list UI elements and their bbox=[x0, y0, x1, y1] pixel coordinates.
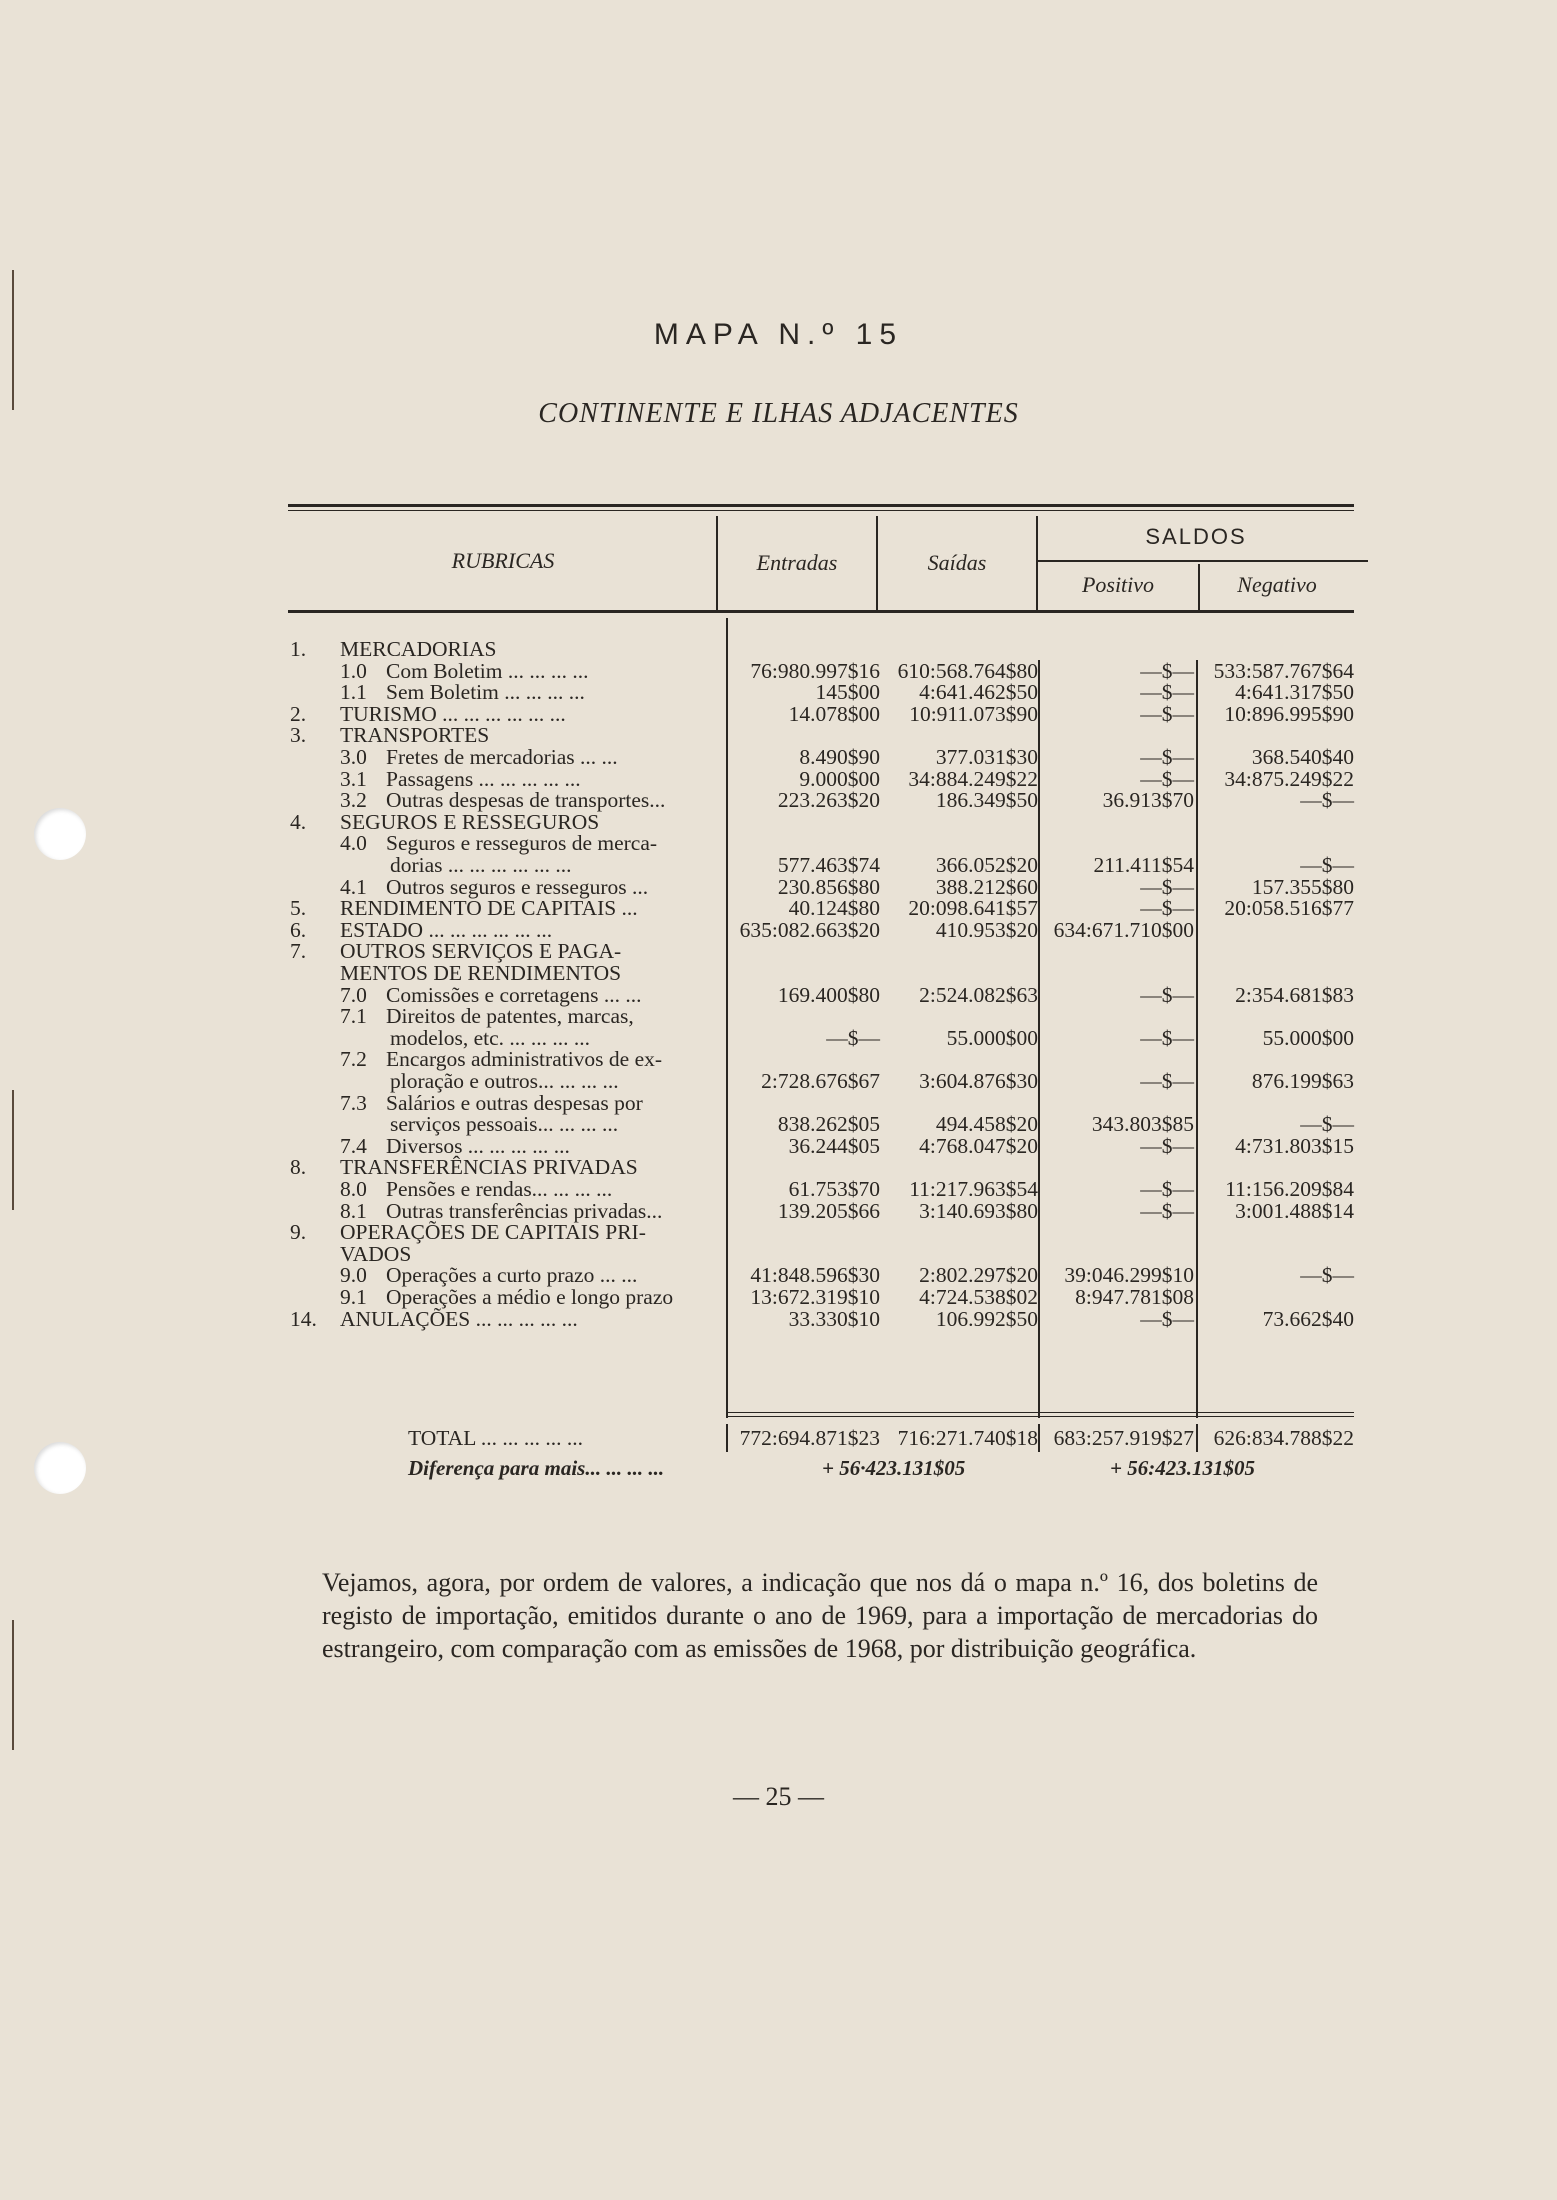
entradas-cell: 635:082.663$20 bbox=[739, 917, 880, 942]
total-positivo: 683:257.919$27 bbox=[1053, 1426, 1194, 1450]
entradas-cell: 40.124$80 bbox=[788, 896, 880, 921]
negativo-cell: —$— bbox=[1300, 853, 1354, 877]
entradas-cell: 169.400$80 bbox=[777, 982, 880, 1007]
row-label-text: Comissões e corretagens ... ... bbox=[386, 982, 642, 1007]
positivo-cell: 36.913$70 bbox=[1102, 788, 1194, 813]
positivo-cell: 39:046.299$10 bbox=[1064, 1263, 1194, 1288]
entradas-cell: 9.000$00 bbox=[799, 766, 880, 791]
table-row bbox=[0, 1112, 1557, 1136]
entradas-cell: 36.244$05 bbox=[788, 1133, 880, 1158]
positivo-cell: —$— bbox=[1140, 1306, 1194, 1331]
row-code: 8.1 bbox=[340, 1198, 367, 1223]
saidas-cell: 3:140.693$80 bbox=[919, 1198, 1038, 1223]
positivo-cell: —$— bbox=[1140, 982, 1194, 1007]
row-label bbox=[390, 1069, 770, 1093]
row-label-text: Outras transferências privadas... bbox=[386, 1198, 663, 1223]
saidas-cell: 366.052$20 bbox=[935, 853, 1038, 877]
table-row bbox=[0, 1307, 1557, 1331]
row-label-text: Passagens ... ... ... ... ... bbox=[386, 766, 581, 791]
row-label-text: TRANSFERÊNCIAS PRIVADAS bbox=[340, 1155, 638, 1180]
row-label bbox=[340, 939, 720, 963]
negativo-cell: 876.199$63 bbox=[1251, 1069, 1354, 1093]
row-label bbox=[340, 961, 720, 985]
row-code: 3.0 bbox=[340, 745, 367, 769]
entradas-cell: 61.753$70 bbox=[788, 1177, 880, 1201]
saidas-cell: 11:217.963$54 bbox=[909, 1177, 1038, 1201]
table-row bbox=[0, 680, 1557, 704]
negativo-cell: —$— bbox=[1300, 1112, 1354, 1137]
positivo-cell: 634:671.710$00 bbox=[1053, 917, 1194, 942]
row-label bbox=[340, 637, 720, 661]
total-negativo: 626:834.788$22 bbox=[1213, 1426, 1354, 1450]
row-label-text: Seguros e resseguros de merca- bbox=[386, 831, 658, 856]
table-row bbox=[0, 767, 1557, 791]
row-label-text: SEGUROS E RESSEGUROS bbox=[340, 809, 600, 834]
row-number: 5. bbox=[290, 896, 307, 921]
total-saidas: 716:271.740$18 bbox=[897, 1426, 1038, 1450]
saidas-cell: 388.212$60 bbox=[935, 874, 1038, 899]
row-label bbox=[340, 1155, 720, 1179]
row-label-text: Outros seguros e resseguros ... bbox=[386, 874, 649, 899]
negativo-cell: 20:058.516$77 bbox=[1224, 896, 1354, 921]
row-code: 7.0 bbox=[340, 982, 367, 1007]
saidas-cell: 610:568.764$80 bbox=[897, 658, 1038, 683]
entradas-cell: 139.205$66 bbox=[777, 1198, 880, 1223]
table-row bbox=[0, 939, 1557, 963]
table-row bbox=[0, 1263, 1557, 1287]
row-label bbox=[340, 810, 720, 834]
header-saidas: Saídas bbox=[927, 550, 987, 575]
header-positivo: Positivo bbox=[1081, 572, 1155, 597]
header-bottom-rule bbox=[288, 610, 1354, 613]
row-number: 1. bbox=[290, 637, 307, 661]
header-entradas: Entradas bbox=[756, 550, 838, 575]
saidas-cell: 377.031$30 bbox=[935, 745, 1038, 769]
negativo-cell: 4:731.803$15 bbox=[1235, 1133, 1354, 1158]
row-code: 9.0 bbox=[340, 1263, 367, 1288]
row-label-text: Pensões e rendas... ... ... ... bbox=[386, 1177, 613, 1201]
row-label-text: ESTADO ... ... ... ... ... ... bbox=[340, 917, 553, 942]
row-code: 7.2 bbox=[340, 1047, 367, 1072]
row-code: 9.1 bbox=[340, 1285, 367, 1309]
saidas-cell: 106.992$50 bbox=[935, 1306, 1038, 1331]
row-number: 14. bbox=[290, 1306, 317, 1331]
row-label bbox=[340, 702, 720, 726]
positivo-cell: —$— bbox=[1140, 1177, 1194, 1201]
table-row bbox=[0, 1004, 1557, 1028]
table-row bbox=[0, 983, 1557, 1007]
entradas-cell: 577.463$74 bbox=[777, 853, 880, 877]
header-saldos: SALDOS bbox=[1145, 524, 1247, 549]
row-label-text: Com Boletim ... ... ... ... bbox=[386, 658, 589, 683]
entradas-cell: 838.262$05 bbox=[777, 1112, 880, 1137]
saidas-cell: 4:768.047$20 bbox=[919, 1133, 1038, 1158]
entradas-cell: 2:728.676$67 bbox=[761, 1069, 880, 1093]
saidas-cell: 186.349$50 bbox=[935, 788, 1038, 813]
saidas-cell: 10:911.073$90 bbox=[909, 701, 1038, 726]
saidas-cell: 3:604.876$30 bbox=[919, 1069, 1038, 1093]
positivo-cell: —$— bbox=[1140, 1069, 1194, 1093]
page-number: — 25 — bbox=[733, 1782, 824, 1811]
table-row bbox=[0, 637, 1557, 661]
table-row bbox=[0, 1047, 1557, 1071]
saidas-cell: 55.000$00 bbox=[946, 1025, 1038, 1050]
negativo-cell: 157.355$80 bbox=[1251, 874, 1354, 899]
positivo-cell: —$— bbox=[1140, 766, 1194, 791]
negativo-cell: 73.662$40 bbox=[1262, 1306, 1354, 1331]
table-top-rule-thin bbox=[288, 510, 1354, 511]
row-number: 3. bbox=[290, 723, 307, 748]
table-row bbox=[0, 896, 1557, 920]
row-label bbox=[340, 1285, 720, 1309]
row-label-text: OPERAÇÕES DE CAPITAIS PRI- bbox=[340, 1220, 646, 1245]
row-label-text: TURISMO ... ... ... ... ... ... bbox=[340, 701, 566, 726]
diferenca-value-saldos: + 56:423.131$05 bbox=[1110, 1456, 1255, 1480]
table-row bbox=[0, 810, 1557, 834]
row-label bbox=[340, 1199, 720, 1223]
map-subtitle: CONTINENTE E ILHAS ADJACENTES bbox=[538, 398, 1019, 429]
table-row bbox=[0, 875, 1557, 899]
entradas-cell: 41:848.596$30 bbox=[750, 1263, 880, 1288]
row-label bbox=[340, 745, 720, 769]
row-label bbox=[340, 788, 720, 812]
row-label bbox=[340, 1220, 720, 1244]
row-label-text: Encargos administrativos de ex- bbox=[386, 1047, 663, 1072]
table-row bbox=[0, 1199, 1557, 1223]
map-title: MAPA N.º 15 bbox=[653, 318, 904, 351]
paper-edge-mark bbox=[12, 1620, 22, 1750]
entradas-cell: 145$00 bbox=[815, 680, 880, 705]
table-row bbox=[0, 1177, 1557, 1201]
positivo-cell: 343.803$85 bbox=[1091, 1112, 1194, 1137]
saidas-cell: 494.458$20 bbox=[935, 1112, 1038, 1137]
total-vline bbox=[726, 1424, 728, 1452]
negativo-cell: 11:156.209$84 bbox=[1225, 1177, 1354, 1201]
row-label bbox=[340, 1177, 720, 1201]
row-label bbox=[340, 723, 720, 747]
positivo-cell: —$— bbox=[1140, 1198, 1194, 1223]
saidas-cell: 4:724.538$02 bbox=[919, 1285, 1038, 1309]
total-rule-2 bbox=[728, 1416, 1354, 1417]
table-row bbox=[0, 702, 1557, 726]
saidas-cell: 2:524.082$63 bbox=[919, 982, 1038, 1007]
row-label bbox=[340, 1307, 720, 1331]
table-row bbox=[0, 1069, 1557, 1093]
table-row bbox=[0, 1134, 1557, 1158]
positivo-cell: —$— bbox=[1140, 680, 1194, 705]
table-row bbox=[0, 1091, 1557, 1115]
row-label-text: modelos, etc. ... ... ... ... bbox=[390, 1025, 591, 1050]
entradas-cell: 13:672.319$10 bbox=[750, 1285, 880, 1309]
row-label-text: ANULAÇÕES ... ... ... ... ... bbox=[340, 1306, 578, 1331]
diferenca-value-entradas: + 56·423.131$05 bbox=[822, 1456, 966, 1480]
table-row bbox=[0, 961, 1557, 985]
row-label-text: Operações a médio e longo prazo bbox=[386, 1285, 674, 1309]
row-label-text: Salários e outras despesas por bbox=[386, 1090, 643, 1115]
saidas-cell: 34:884.249$22 bbox=[908, 766, 1038, 791]
row-label-text: VADOS bbox=[340, 1241, 412, 1266]
row-label bbox=[340, 983, 720, 1007]
row-label bbox=[340, 896, 720, 920]
negativo-cell: 55.000$00 bbox=[1262, 1025, 1354, 1050]
total-entradas: 772:694.871$23 bbox=[739, 1426, 880, 1450]
row-code: 7.1 bbox=[340, 1004, 367, 1029]
positivo-cell: —$— bbox=[1140, 1133, 1194, 1158]
negativo-cell: 34:875.249$22 bbox=[1224, 766, 1354, 791]
negativo-cell: 4:641.317$50 bbox=[1235, 680, 1354, 705]
entradas-cell: 33.330$10 bbox=[788, 1306, 880, 1331]
row-label bbox=[340, 1004, 720, 1028]
total-vline bbox=[1038, 1424, 1040, 1452]
row-label bbox=[340, 1047, 720, 1071]
row-label-text: Diversos ... ... ... ... ... bbox=[386, 1133, 570, 1158]
row-number: 2. bbox=[290, 701, 307, 726]
row-label bbox=[340, 1134, 720, 1158]
table-row bbox=[0, 1026, 1557, 1050]
negativo-cell: —$— bbox=[1300, 1263, 1354, 1288]
row-label-text: Direitos de patentes, marcas, bbox=[386, 1004, 634, 1029]
row-label-text: OUTROS SERVIÇOS E PAGA- bbox=[340, 939, 622, 964]
negativo-cell: 10:896.995$90 bbox=[1224, 701, 1354, 726]
total-label: TOTAL ... ... ... ... ... bbox=[408, 1426, 584, 1450]
negativo-cell: 368.540$40 bbox=[1251, 745, 1354, 769]
table-row bbox=[0, 918, 1557, 942]
saidas-cell: 4:641.462$50 bbox=[919, 680, 1038, 705]
table-row bbox=[0, 1155, 1557, 1179]
row-label bbox=[340, 767, 720, 791]
negativo-cell: —$— bbox=[1300, 788, 1354, 813]
row-label bbox=[340, 875, 720, 899]
positivo-cell: —$— bbox=[1140, 658, 1194, 683]
row-code: 7.3 bbox=[340, 1090, 367, 1115]
entradas-cell: —$— bbox=[826, 1025, 880, 1050]
row-code: 8.0 bbox=[340, 1177, 367, 1201]
negativo-cell: 3:001.488$14 bbox=[1235, 1198, 1354, 1223]
row-number: 9. bbox=[290, 1220, 307, 1245]
row-label bbox=[340, 831, 720, 855]
row-number: 8. bbox=[290, 1155, 307, 1180]
table-row bbox=[0, 788, 1557, 812]
table-top-rule bbox=[288, 504, 1354, 507]
row-label-text: MERCADORIAS bbox=[340, 637, 497, 661]
row-label bbox=[390, 853, 770, 877]
table-row bbox=[0, 1242, 1557, 1266]
saldos-divider bbox=[1038, 560, 1368, 562]
row-code: 1.0 bbox=[340, 658, 367, 683]
row-code: 4.1 bbox=[340, 874, 367, 899]
body-paragraph: Vejamos, agora, por ordem de valores, a indicação que nos dá o mapa n.º 16, dos boletins de registo de importação, emitidos durante o ano de 1969, para a importação de mercadorias do estrangeiro, com comparação com as emissões de 1968, por distribuição geográfica. bbox=[322, 1568, 1318, 1663]
row-label-text: dorias ... ... ... ... ... ... bbox=[390, 853, 572, 877]
entradas-cell: 8.490$90 bbox=[799, 745, 880, 769]
row-label bbox=[340, 659, 720, 683]
positivo-cell: —$— bbox=[1140, 701, 1194, 726]
row-label-text: ploração e outros... ... ... ... bbox=[390, 1069, 619, 1093]
row-label-text: RENDIMENTO DE CAPITAIS ... bbox=[340, 896, 638, 921]
entradas-cell: 14.078$00 bbox=[788, 701, 880, 726]
saidas-cell: 2:802.297$20 bbox=[919, 1263, 1038, 1288]
positivo-cell: 211.411$54 bbox=[1093, 853, 1194, 877]
row-label-text: Outras despesas de transportes... bbox=[386, 788, 666, 813]
row-label-text: TRANSPORTES bbox=[340, 723, 490, 748]
row-code: 3.2 bbox=[340, 788, 367, 813]
table-row bbox=[0, 1285, 1557, 1309]
row-label-text: Fretes de mercadorias ... ... bbox=[386, 745, 618, 769]
row-label bbox=[340, 918, 720, 942]
row-label bbox=[340, 1263, 720, 1287]
table-row bbox=[0, 831, 1557, 855]
row-label bbox=[340, 680, 720, 704]
row-code: 3.1 bbox=[340, 766, 367, 791]
positivo-cell: —$— bbox=[1140, 896, 1194, 921]
positivo-cell: —$— bbox=[1140, 874, 1194, 899]
row-code: 4.0 bbox=[340, 831, 367, 856]
positivo-cell: —$— bbox=[1140, 1025, 1194, 1050]
entradas-cell: 76:980.997$16 bbox=[750, 658, 880, 683]
positivo-cell: 8:947.781$08 bbox=[1075, 1285, 1194, 1309]
table-row bbox=[0, 1220, 1557, 1244]
row-label bbox=[390, 1112, 770, 1136]
row-label bbox=[390, 1026, 770, 1050]
table-row bbox=[0, 659, 1557, 683]
row-label bbox=[340, 1091, 720, 1115]
row-code: 7.4 bbox=[340, 1133, 367, 1158]
row-number: 7. bbox=[290, 939, 307, 964]
row-number: 4. bbox=[290, 809, 307, 834]
header-rubricas: RUBRICAS bbox=[451, 548, 555, 573]
table-row bbox=[0, 745, 1557, 769]
table-row bbox=[0, 723, 1557, 747]
total-rule bbox=[728, 1412, 1354, 1413]
row-label bbox=[340, 1242, 720, 1266]
row-label-text: Sem Boletim ... ... ... ... bbox=[386, 680, 585, 705]
row-label-text: Operações a curto prazo ... ... bbox=[386, 1263, 638, 1288]
negativo-cell: 2:354.681$83 bbox=[1235, 982, 1354, 1007]
header-negativo: Negativo bbox=[1237, 572, 1317, 597]
saidas-cell: 20:098.641$57 bbox=[908, 896, 1038, 921]
table-row bbox=[0, 853, 1557, 877]
diferenca-label: Diferença para mais... ... ... ... bbox=[408, 1456, 665, 1480]
total-vline bbox=[1196, 1424, 1198, 1452]
entradas-cell: 223.263$20 bbox=[777, 788, 880, 813]
row-number: 6. bbox=[290, 917, 307, 942]
positivo-cell: —$— bbox=[1140, 745, 1194, 769]
total-row bbox=[0, 1426, 1557, 1450]
negativo-cell: 533:587.767$64 bbox=[1213, 658, 1354, 683]
entradas-cell: 230.856$80 bbox=[777, 874, 880, 899]
row-label-text: serviços pessoais... ... ... ... bbox=[390, 1112, 619, 1137]
row-label-text: MENTOS DE RENDIMENTOS bbox=[340, 961, 622, 985]
saidas-cell: 410.953$20 bbox=[935, 917, 1038, 942]
row-code: 1.1 bbox=[340, 680, 367, 705]
